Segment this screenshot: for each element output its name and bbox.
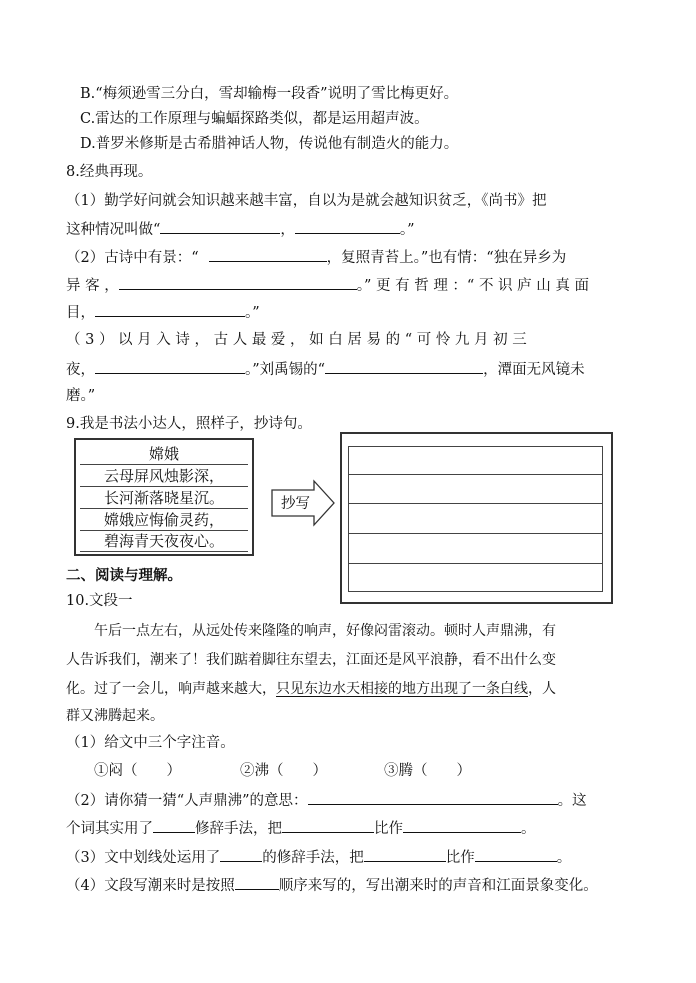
option-b: B.“梅须逊雪三分白，雪却输梅一段香”说明了雪比梅更好。 <box>80 86 459 102</box>
q8-p1-text-b: ， <box>280 222 295 238</box>
answer-blank[interactable] <box>403 817 521 833</box>
passage-line: 人告诉我们，潮来了！我们踮着脚往东望去，江面还是风平浪静，看不出什么变 <box>66 652 556 668</box>
q8-p2-text-b: ，复照青苔上。”也有情：“独在异乡为 <box>326 250 567 266</box>
answer-blank[interactable] <box>153 817 195 833</box>
q10-s2-text-b: 。这 <box>557 793 587 809</box>
q8-title: 8.经典再现。 <box>66 164 153 180</box>
answer-blank[interactable] <box>308 789 558 805</box>
poem-line: 长河渐落晓星沉。 <box>80 486 248 509</box>
option-c: C.雷达的工作原理与蝙蝠探路类似，都是运用超声波。 <box>80 111 429 127</box>
answer-blank[interactable] <box>235 874 279 890</box>
poem-line: 云母屏风烛影深， <box>80 464 248 487</box>
answer-blank[interactable] <box>325 358 483 374</box>
answer-blank[interactable] <box>220 846 262 862</box>
q8-p3-text-b: 。”刘禹锡的“ <box>245 362 326 378</box>
answer-blank[interactable] <box>475 846 557 862</box>
q8-p2-line3 <box>66 301 260 323</box>
q10-s3-text-a: （3）文中划线处运用了 <box>66 850 221 866</box>
q10-s4 <box>66 874 598 896</box>
passage-text-c: ，人 <box>528 681 556 697</box>
q10-s2-text-d: 修辞手法，把 <box>195 821 282 837</box>
answer-blank[interactable] <box>119 274 357 290</box>
writing-line <box>348 591 603 592</box>
poem-title: 嫦娥 <box>148 445 179 463</box>
copy-arrow-label: 抄写 <box>281 496 310 512</box>
answer-blank[interactable] <box>295 218 400 234</box>
q8-p1-line1: （1）勤学好问就会知识越来越丰富，自以为是就会越知识贫乏，《尚书》把 <box>66 193 547 209</box>
q10-s3-text-b: 的修辞手法，把 <box>262 850 364 866</box>
q8-p1-text-a: 这种情况叫做“ <box>66 222 161 238</box>
poem-line: 碧海青天夜夜心。 <box>80 530 248 552</box>
q10-s1: （1）给文中三个字注音。 <box>66 735 235 751</box>
passage-line <box>66 679 556 699</box>
q8-p2-text-f: 。” <box>245 305 260 321</box>
answer-blank[interactable] <box>95 301 245 317</box>
answer-blank[interactable] <box>364 846 446 862</box>
answer-blank[interactable] <box>282 817 374 833</box>
q10-s4-text-a: （4）文段写潮来时是按照 <box>66 878 235 894</box>
answer-blank[interactable] <box>160 218 280 234</box>
writing-line <box>348 533 603 534</box>
copy-writing-box[interactable] <box>340 432 613 604</box>
q8-p1-text-c: 。” <box>399 222 415 238</box>
q8-p3-line3: 磨。” <box>66 388 96 404</box>
writing-line <box>348 474 603 475</box>
q8-p3-text-c: ，潭面无风镜未 <box>483 362 585 378</box>
q8-p3-line2 <box>66 358 585 380</box>
q8-p3-line1: （ 3 ） 以 月 入 诗 ， 古 人 最 爱 ， 如 白 居 易 的 “ 可 怜 九 月 初 三 <box>66 332 527 348</box>
q8-p2-text-c: 异 客 ， <box>66 278 119 294</box>
q9-title: 9.我是书法小达人，照样子，抄诗句。 <box>66 416 312 432</box>
passage-line: 群又沸腾起来。 <box>66 708 164 724</box>
q10-s2 <box>66 789 587 811</box>
section-2-title: 二、阅读与理解。 <box>66 567 182 584</box>
poem-line: 嫦娥应悔偷灵药， <box>80 508 248 531</box>
q10-s3-text-c: 比作 <box>445 850 475 866</box>
answer-blank[interactable] <box>95 358 245 374</box>
writing-line <box>348 446 603 447</box>
pinyin-item[interactable]: ①闷（ ） <box>94 763 181 779</box>
underlined-sentence: 只见东边水天相接的地方出现了一条白线 <box>276 681 528 697</box>
q10-s3 <box>66 846 571 868</box>
passage-line: 午后一点左右，从远处传来隆隆的响声，好像闷雷滚动。顿时人声鼎沸，有 <box>94 623 556 639</box>
q10-title: 10.文段一 <box>66 593 133 609</box>
answer-blank[interactable] <box>209 246 327 262</box>
q8-p2-line1 <box>66 246 566 268</box>
q8-p2-text-a: （2）古诗中有景：“ <box>66 250 199 266</box>
q8-p2-line2 <box>66 274 589 296</box>
q8-p1-line2 <box>66 218 415 240</box>
q10-s2-text-f: 。 <box>521 821 536 837</box>
q10-s2-text-e: 比作 <box>374 821 403 837</box>
writing-frame-left <box>348 446 349 591</box>
q10-s3-text-d: 。 <box>556 850 572 866</box>
q8-p2-text-d: 。” 更 有 哲 理 ：“ 不 识 庐 山 真 面 <box>356 278 589 294</box>
q8-p3-text-a: 夜， <box>66 362 95 378</box>
passage-text-a: 化。过了一会儿，响声越来越大， <box>66 681 276 697</box>
pinyin-item[interactable]: ③腾（ ） <box>384 763 471 779</box>
pinyin-item[interactable]: ②沸（ ） <box>240 763 327 779</box>
q10-s4-text-b: 顺序来写的，写出潮来时的声音和江面景象变化。 <box>278 878 598 894</box>
writing-frame-right <box>602 446 603 591</box>
q10-s2-text-a: （2）请你猜一猜“人声鼎沸”的意思： <box>66 793 308 809</box>
option-d: D.普罗米修斯是古希腊神话人物，传说他有制造火的能力。 <box>80 136 459 152</box>
poem-sample-box <box>74 438 254 556</box>
writing-line <box>348 563 603 564</box>
q10-s2-line2 <box>66 817 536 839</box>
q10-s2-text-c: 个词其实用了 <box>66 821 153 837</box>
q8-p2-text-e: 目， <box>66 305 95 321</box>
writing-line <box>348 503 603 504</box>
